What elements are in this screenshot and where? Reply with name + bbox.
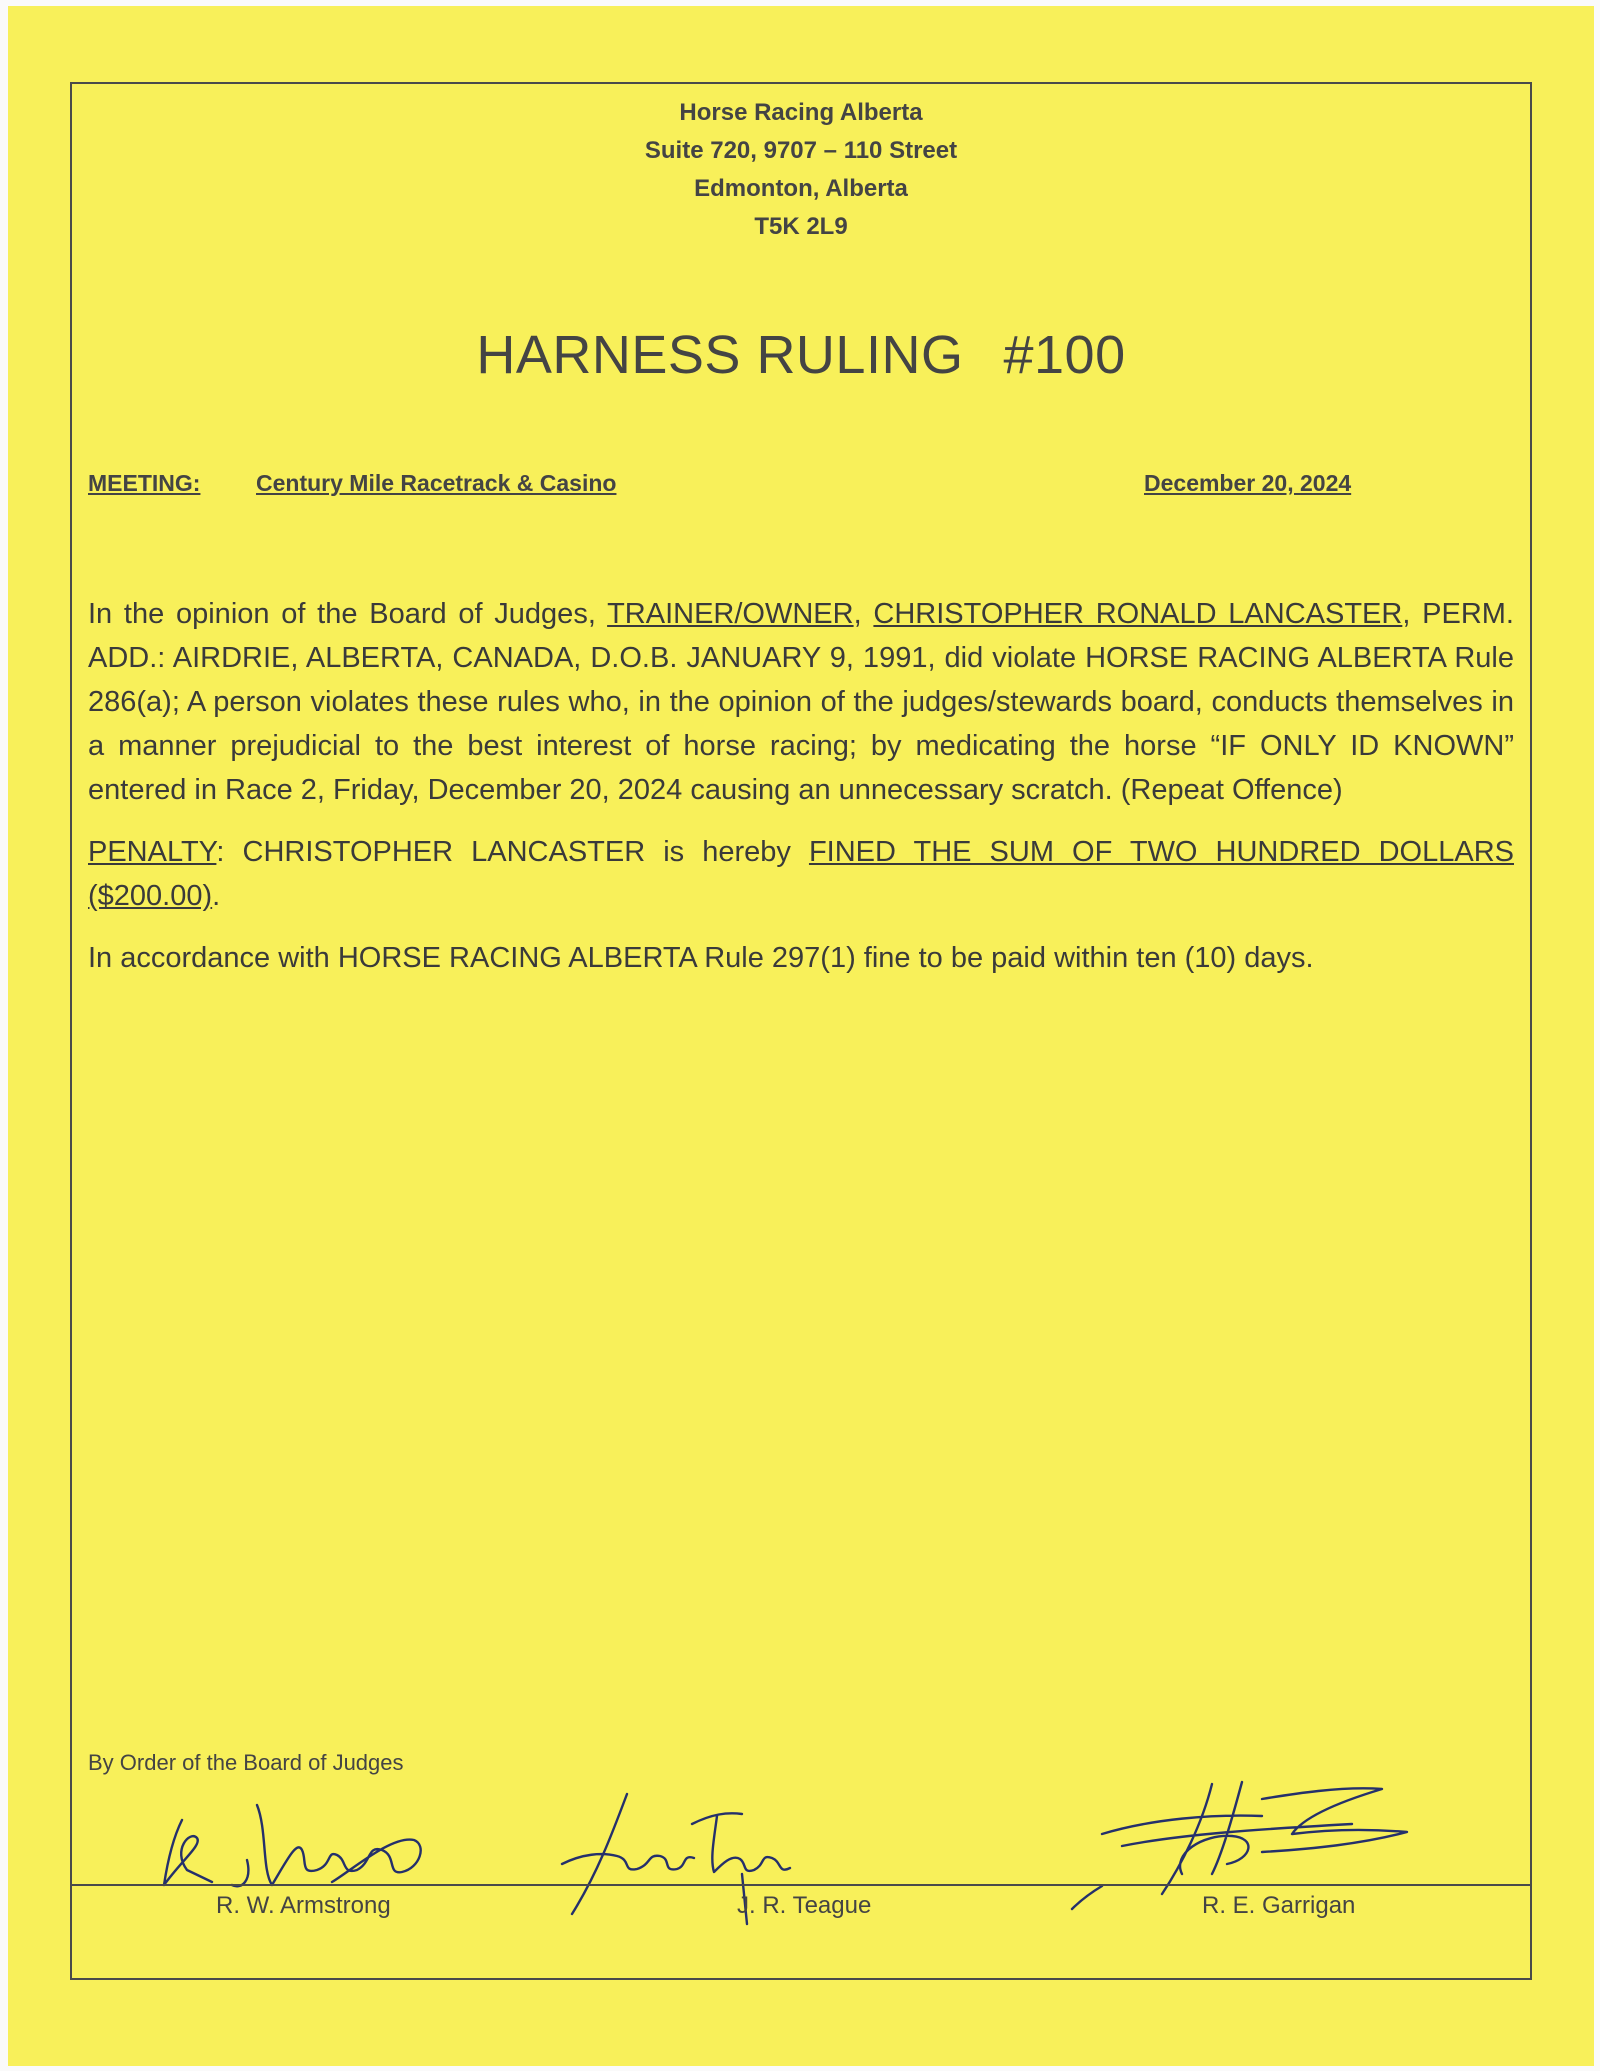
org-address-street: Suite 720, 9707 – 110 Street [644, 137, 958, 164]
ruling-title-text: HARNESS RULING [476, 325, 964, 385]
penalty-paragraph [88, 830, 1514, 918]
organization-header [72, 94, 1530, 246]
org-name: Horse Racing Alberta [679, 99, 923, 126]
payment-paragraph: In accordance with HORSE RACING ALBERTA Rule 297(1) fine to be paid within ten (10) days. [88, 942, 1314, 974]
role-text: TRAINER/OWNER [607, 598, 854, 630]
ruling-title [72, 324, 1530, 386]
penalty-end: . [212, 880, 221, 912]
ruling-sheet [8, 6, 1594, 2066]
order-line: By Order of the Board of Judges [88, 1750, 404, 1775]
paragraph-rest: , PERM. ADD.: AIRDRIE, ALBERTA, CANADA, D.O.B. JANUARY 9, 1991, did violate HORSE RACING ALBERTA Rule 286(a); A person violates these rules who, in the opinion of the judges/stewards board, conducts themselves in a manner prejudicial to the best interest of horse racing; by medicating the horse “IF ONLY ID KNOWN” entered in Race 2, Friday, December 20, 2024 causing an unnecessary scratch. (Repeat Offence) [88, 598, 1514, 806]
meeting-label: MEETING: [88, 470, 201, 496]
ruling-body [88, 592, 1514, 998]
meeting-line [88, 470, 1530, 497]
signature-line [72, 1884, 1530, 1886]
meeting-venue: Century Mile Racetrack & Casino [256, 470, 617, 496]
org-address-city: Edmonton, Alberta [694, 175, 908, 202]
judge-teague-name: J. R. Teague [737, 1892, 872, 1919]
person-name: CHRISTOPHER RONALD LANCASTER [873, 598, 1403, 630]
org-postal-code: T5K 2L9 [754, 213, 848, 240]
document-frame [70, 82, 1532, 1980]
meeting-date: December 20, 2024 [1144, 470, 1352, 496]
judge-garrigan-name: R. E. Garrigan [1202, 1892, 1356, 1919]
penalty-label: PENALTY [88, 836, 217, 868]
ruling-paragraph [88, 592, 1514, 812]
penalty-text: : CHRISTOPHER LANCASTER is hereby [216, 836, 809, 868]
penalty-amount: FINED THE SUM OF TWO HUNDRED DOLLARS ($200.00) [88, 836, 1514, 912]
ruling-number: #100 [1003, 325, 1126, 385]
judge-armstrong-name: R. W. Armstrong [216, 1892, 391, 1919]
separator-text: , [853, 598, 874, 630]
paragraph-intro: In the opinion of the Board of Judges, [88, 598, 608, 630]
